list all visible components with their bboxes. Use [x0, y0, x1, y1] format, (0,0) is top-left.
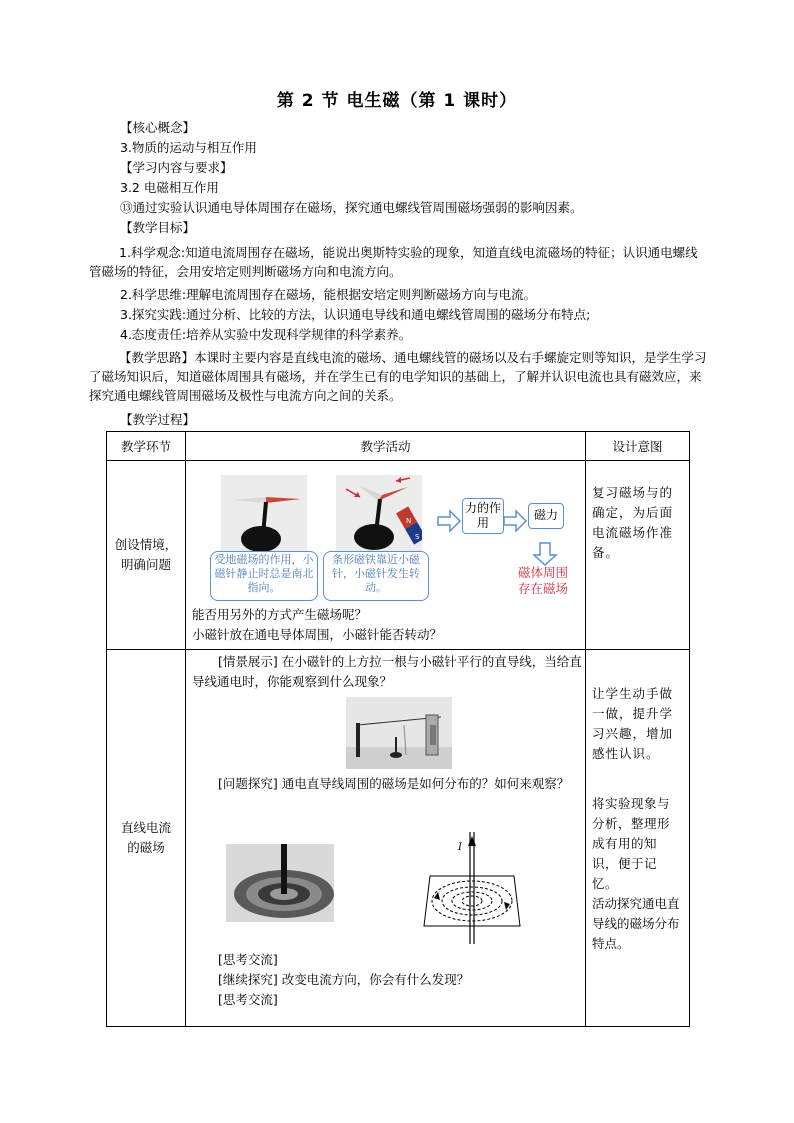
question-1: 能否用另外的方式产生磁场呢？ — [192, 607, 368, 622]
problem-tag: [问题探究] — [218, 776, 278, 791]
compass-photo-2 — [336, 475, 422, 557]
flow-box-force: 力的作用 — [462, 498, 504, 534]
activity-cell-2 — [186, 650, 586, 1027]
stage-2-line-2: 的磁场 — [127, 840, 165, 855]
current-label: I — [458, 842, 462, 853]
problem-explore — [192, 774, 582, 794]
compass-magnet-icon — [336, 475, 422, 557]
content-heading: 【学习内容与要求】 — [120, 160, 233, 175]
content-item-2: ⑬通过实验认识通电导体周围存在磁场，探究通电螺线管周围磁场强弱的影响因素。 — [120, 200, 583, 215]
intent-2c-text: 活动探究通电直导线的磁场分布特点。 — [592, 896, 680, 951]
magnet-n-label: N — [406, 517, 412, 525]
scene-tag: [情景展示] — [218, 654, 278, 669]
compass-photo-1 — [221, 475, 307, 557]
flow-result: 磁体周围存在磁场 — [517, 565, 568, 596]
core-concept-text: 3.物质的运动与相互作用 — [120, 140, 257, 155]
stage-cell-2 — [107, 650, 186, 1027]
stage-1-line-2: 明确问题 — [120, 557, 171, 572]
header-intent: 设计意图 — [586, 432, 690, 461]
goal-item-4: 4.态度责任:培养从实验中发现科学规律的科学素养。 — [120, 327, 412, 342]
continue-text: 改变电流方向，你会有什么发现？ — [281, 972, 470, 987]
page-title: 第 2 节 电生磁（第 1 课时） — [276, 91, 518, 111]
continue-tag: [继续探究] — [218, 972, 278, 987]
field-lines-icon — [422, 826, 522, 946]
bubble-earth-field: 受地磁场的作用，小磁针静止时总是南北指向。 — [210, 551, 318, 601]
teaching-process-table — [106, 431, 690, 1027]
goal-heading: 【教学目标】 — [120, 220, 196, 235]
bubble-magnet-near: 条形磁铁靠近小磁针，小磁针发生转动。 — [323, 551, 429, 601]
think-exchange-2: [思考交流] — [218, 992, 278, 1007]
scene-display — [192, 652, 582, 692]
magnet-s-label: S — [415, 533, 420, 541]
scene-text: 在小磁针的上方拉一根与小磁针平行的直导线，当给直导线通电时，你能观察到什么现象？ — [192, 654, 582, 689]
goal-item-3: 3.探究实践:通过分析、比较的方法，认识通电导线和通电螺线管周围的磁场分布特点; — [120, 307, 591, 322]
stage-cell-1 — [107, 461, 186, 650]
goal-item-2: 2.科学思维:理解电流周围存在磁场，能根据安培定则判断磁场方向与电流。 — [120, 287, 537, 302]
intent-cell-2 — [586, 650, 690, 1027]
header-stage: 教学环节 — [107, 432, 186, 461]
intent-2b-text: 将实验现象与分析，整理形成有用的知识，便于记忆。 — [592, 796, 671, 891]
compass-needle-icon — [221, 475, 307, 557]
experiment-apparatus-icon — [346, 697, 452, 769]
process-heading: 【教学过程】 — [120, 412, 196, 427]
intent-2a-text: 让学生动手做一做，提升学习兴趣，增加感性认识。 — [592, 686, 674, 761]
teaching-idea: 【教学思路】本课时主要内容是直线电流的磁场、通电螺线管的磁场以及右手螺旋定则等知识，是学生学习了磁场知识后，知道磁体周围具有磁场，并在学生已有的电学知识的基础上，了解并认识电流也具有磁效应，来探究通电螺线管周围磁场及极性与电流方向之间的关系。 — [89, 350, 707, 403]
core-concept-heading: 【核心概念】 — [120, 120, 196, 135]
intent-cell-1 — [586, 461, 690, 650]
intent-1-text: 复习磁场与的确定，为后面电流磁场作准备。 — [592, 485, 674, 560]
goal-item-1: 1.科学观念:知道电流周围存在磁场，能说出奥斯特实验的现象，知道直线电流磁场的特征；认识通电螺线管磁场的特征，会用安培定则判断磁场方向和电流方向。 — [89, 245, 698, 279]
header-activity: 教学活动 — [186, 432, 586, 461]
question-2: 小磁针放在通电导体周围，小磁针能否转动？ — [192, 627, 443, 642]
think-exchange-1: [思考交流] — [218, 952, 278, 967]
oersted-experiment-photo — [346, 697, 452, 769]
problem-text: 通电直导线周围的磁场是如何分布的？如何来观察？ — [281, 776, 570, 791]
magnetic-field-diagram — [422, 826, 522, 946]
content-item-1: 3.2 电磁相互作用 — [120, 180, 219, 195]
continue-explore — [218, 970, 469, 990]
activity-cell-1 — [186, 461, 586, 650]
stage-2-line-1: 直线电流 — [120, 820, 171, 835]
iron-filings-icon — [226, 844, 334, 922]
iron-filings-photo — [226, 844, 334, 922]
stage-1-line-1: 创设情境， — [114, 537, 178, 552]
flow-box-magnetic-force: 磁力 — [528, 503, 564, 529]
